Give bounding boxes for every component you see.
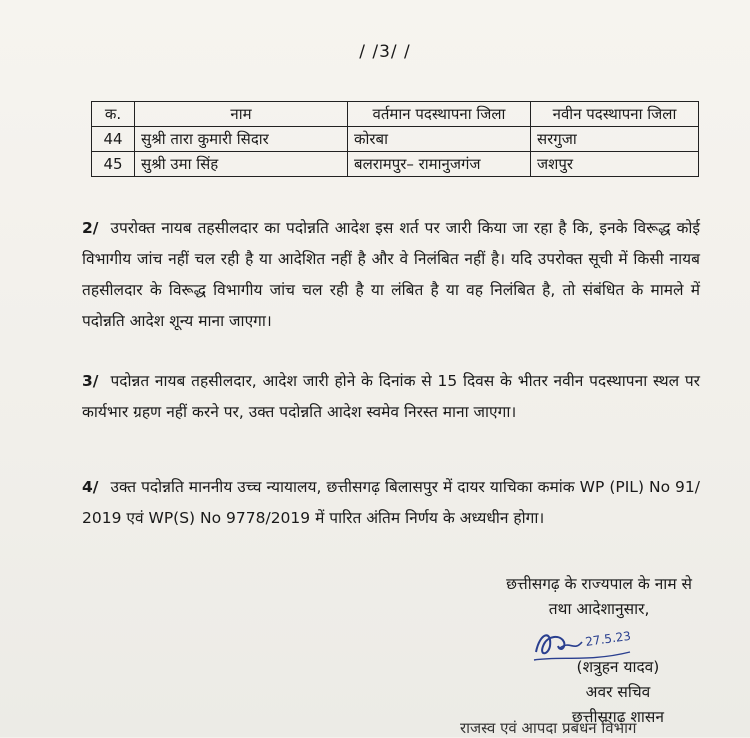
signatory-government: छत्तीसगढ़ शासन [571,708,664,726]
paragraph-text: उक्त पदोन्नति माननीय उच्च न्यायालय, छत्तीसगढ़ बिलासपुर में दायर याचिका कमांक WP (PIL) No 91/ 2019 एवं WP(S) No 9778/2019 में पारित अंतिम निर्णय के अध्यधीन होगा। [82,478,700,527]
authority-line: छत्तीसगढ़ के राज्यपाल के नाम से [506,575,692,593]
paragraph-4 [82,472,700,534]
column-header-new-district: नवीन पदस्थापना जिला [531,102,699,127]
cell-current-district: कोरबा [348,127,531,152]
signatory-department: राजस्व एवं आपदा प्रबंधन विभाग [460,719,637,737]
cell-new-district: सरगुजा [531,127,699,152]
cell-current-district: बलरामपुर– रामानुजगंज [348,152,531,177]
paragraph-text: उपरोक्त नायब तहसीलदार का पदोन्नति आदेश इस शर्त पर जारी किया जा रहा है कि, इनके विरूद्ध कोई विभागीय जांच नहीं चल रही है या आदेशित नहीं है और वे निलंबित नहीं है। यदि उपरोक्त सूची में किसी नायब तहसीलदार के विरूद्ध विभागीय जांच चल रही है या लंबित है या वह निलंबित है, तो संबंधित के मामले में पदोन्नति आदेश शून्य माना जाएगा। [82,219,700,330]
posting-table [91,101,699,177]
column-header-name: नाम [135,102,348,127]
column-header-serial: क. [92,102,135,127]
table-row [92,152,699,177]
table-header-row [92,102,699,127]
cell-serial: 44 [92,127,135,152]
column-header-current-district: वर्तमान पदस्थापना जिला [348,102,531,127]
signatory-designation: अवर सचिव [585,683,651,701]
paragraph-number: 2/ [82,219,99,237]
authority-line: तथा आदेशानुसार, [548,600,650,618]
cell-name: सुश्री उमा सिंह [135,152,348,177]
paragraph-text: पदोन्नत नायब तहसीलदार, आदेश जारी होने के दिनांक से 15 दिवस के भीतर नवीन पदस्थापना स्थल पर कार्यभार ग्रहण नहीं करने पर, उक्त पदोन्नति आदेश स्वमेव निरस्त माना जाएगा। [82,372,700,421]
paragraph-3 [82,366,700,428]
cell-new-district: जशपुर [531,152,699,177]
signature-date: 27.5.23 [584,628,632,649]
paragraph-number: 3/ [82,372,99,390]
table-row [92,127,699,152]
authority-block [506,572,692,622]
page-number: / /3/ / [359,42,411,62]
paragraph-2 [82,213,700,337]
cell-serial: 45 [92,152,135,177]
signatory-name: (शत्रुहन यादव) [576,658,660,676]
cell-name: सुश्री तारा कुमारी सिदार [135,127,348,152]
paragraph-number: 4/ [82,478,99,496]
